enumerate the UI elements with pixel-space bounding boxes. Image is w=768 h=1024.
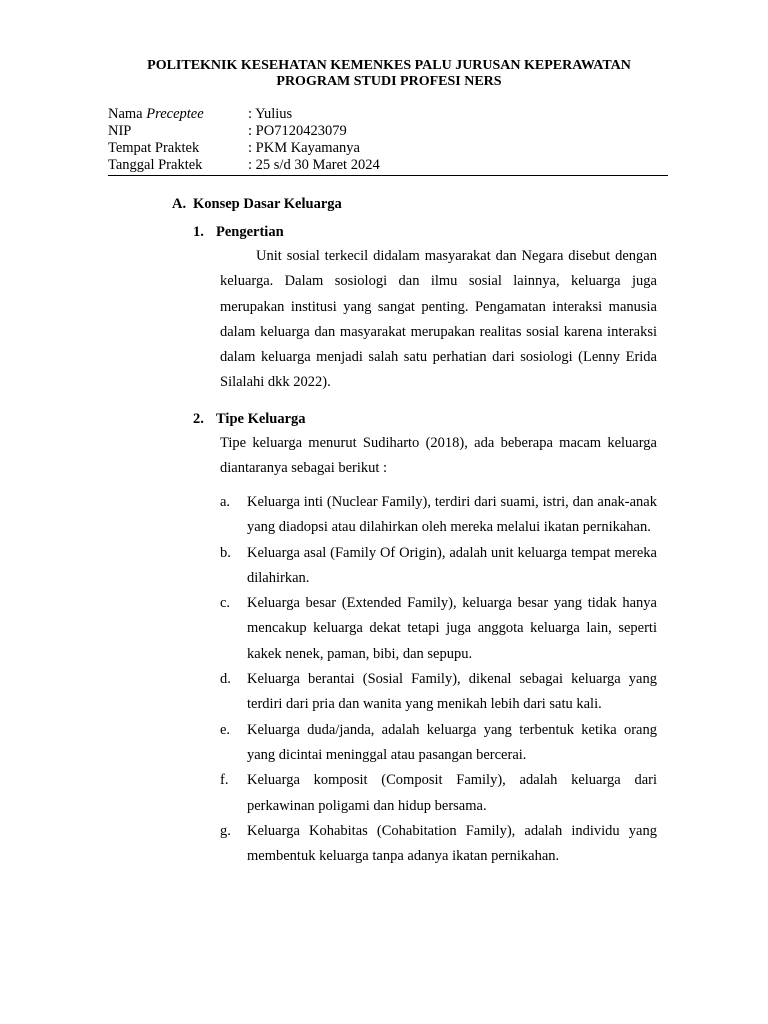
- tanggal-label: Tanggal Praktek: [108, 157, 203, 173]
- identity-row-tanggal: [108, 157, 668, 174]
- list-item: [220, 819, 657, 870]
- list-text: Keluarga berantai (Sosial Family), dikenal sebagai keluarga yang terdiri dari pria dan wanita yang menikah lebih dari satu kali.: [247, 671, 657, 713]
- list-marker: g.: [220, 822, 231, 839]
- tipe-intro-paragraph: Tipe keluarga menurut Sudiharto (2018), ada beberapa macam keluarga diantaranya sebagai berikut :: [220, 435, 657, 477]
- nip-label: NIP: [108, 123, 132, 139]
- list-text: Keluarga komposit (Composit Family), adalah keluarga dari perkawinan poligami dan hidup bersama.: [247, 772, 657, 814]
- family-type-list: [220, 490, 657, 869]
- identity-row-tempat: [108, 140, 668, 157]
- nama-label-prefix: Nama: [108, 106, 147, 122]
- identity-table: [108, 106, 668, 176]
- list-item: [220, 718, 657, 769]
- list-marker: b.: [220, 544, 231, 561]
- section-a-letter: A.: [172, 196, 187, 212]
- pengertian-paragraph: Unit sosial terkecil didalam masyarakat dan Negara disebut dengan keluarga. Dalam sosiologi dan ilmu sosial lainnya, keluarga juga merupakan institusi yang sangat penting. Pengamatan interaksi manusia dalam keluarga dan masyarakat merupakan realitas sosial karena interaksi dalam keluarga menjadi salah satu perhatian dari sosiologi (Lenny Erida Silalahi dkk 2022).: [220, 248, 657, 391]
- subsection-2-number: 2.: [193, 411, 204, 427]
- list-text: Keluarga besar (Extended Family), keluarga besar yang tidak hanya mencakup keluarga dekat tetapi juga anggota keluarga lain, seperti kakek nenek, paman, bibi, dan sepupu.: [247, 595, 657, 662]
- nip-value: : PO7120423079: [248, 123, 347, 139]
- tempat-label: Tempat Praktek: [108, 140, 200, 156]
- identity-row-nama: [108, 106, 668, 123]
- subsection-2-heading: [193, 411, 306, 428]
- nama-label-italic: Preceptee: [146, 106, 204, 122]
- list-marker: c.: [220, 595, 231, 612]
- header-program: PROGRAM STUDI PROFESI NERS: [276, 74, 502, 89]
- list-item: [220, 768, 657, 819]
- list-item: [220, 541, 657, 592]
- nama-label: [108, 106, 248, 123]
- tanggal-value: : 25 s/d 30 Maret 2024: [248, 157, 380, 173]
- section-a-text: Konsep Dasar Keluarga: [193, 196, 342, 212]
- section-a-title: [172, 196, 342, 213]
- list-marker: f.: [220, 772, 229, 789]
- nama-value: : Yulius: [248, 106, 293, 122]
- subsection-1-number: 1.: [193, 224, 204, 240]
- list-text: Keluarga inti (Nuclear Family), terdiri dari suami, istri, dan anak-anak yang diadopsi atau dilahirkan oleh mereka melalui ikatan pernikahan.: [247, 494, 657, 536]
- subsection-1-title: Pengertian: [216, 224, 284, 240]
- list-marker: e.: [220, 721, 231, 738]
- subsection-2-title: Tipe Keluarga: [216, 411, 306, 427]
- list-marker: a.: [220, 494, 231, 510]
- list-item: [220, 667, 657, 718]
- list-text: Keluarga duda/janda, adalah keluarga yang terbentuk ketika orang yang dicintai meninggal atau pasangan bercerai.: [247, 721, 657, 763]
- tempat-value: : PKM Kayamanya: [248, 140, 360, 156]
- subsection-1-heading: [193, 224, 284, 241]
- list-item: [220, 591, 657, 667]
- list-marker: d.: [220, 671, 231, 688]
- header-institution: POLITEKNIK KESEHATAN KEMENKES PALU JURUSAN KEPERAWATAN: [147, 58, 631, 73]
- list-text: Keluarga asal (Family Of Origin), adalah unit keluarga tempat mereka dilahirkan.: [247, 544, 657, 586]
- list-text: Keluarga Kohabitas (Cohabitation Family), adalah individu yang membentuk keluarga tanpa adanya ikatan pernikahan.: [247, 822, 657, 865]
- document-header: [100, 58, 678, 90]
- list-item: [220, 490, 657, 541]
- identity-row-nip: [108, 123, 668, 140]
